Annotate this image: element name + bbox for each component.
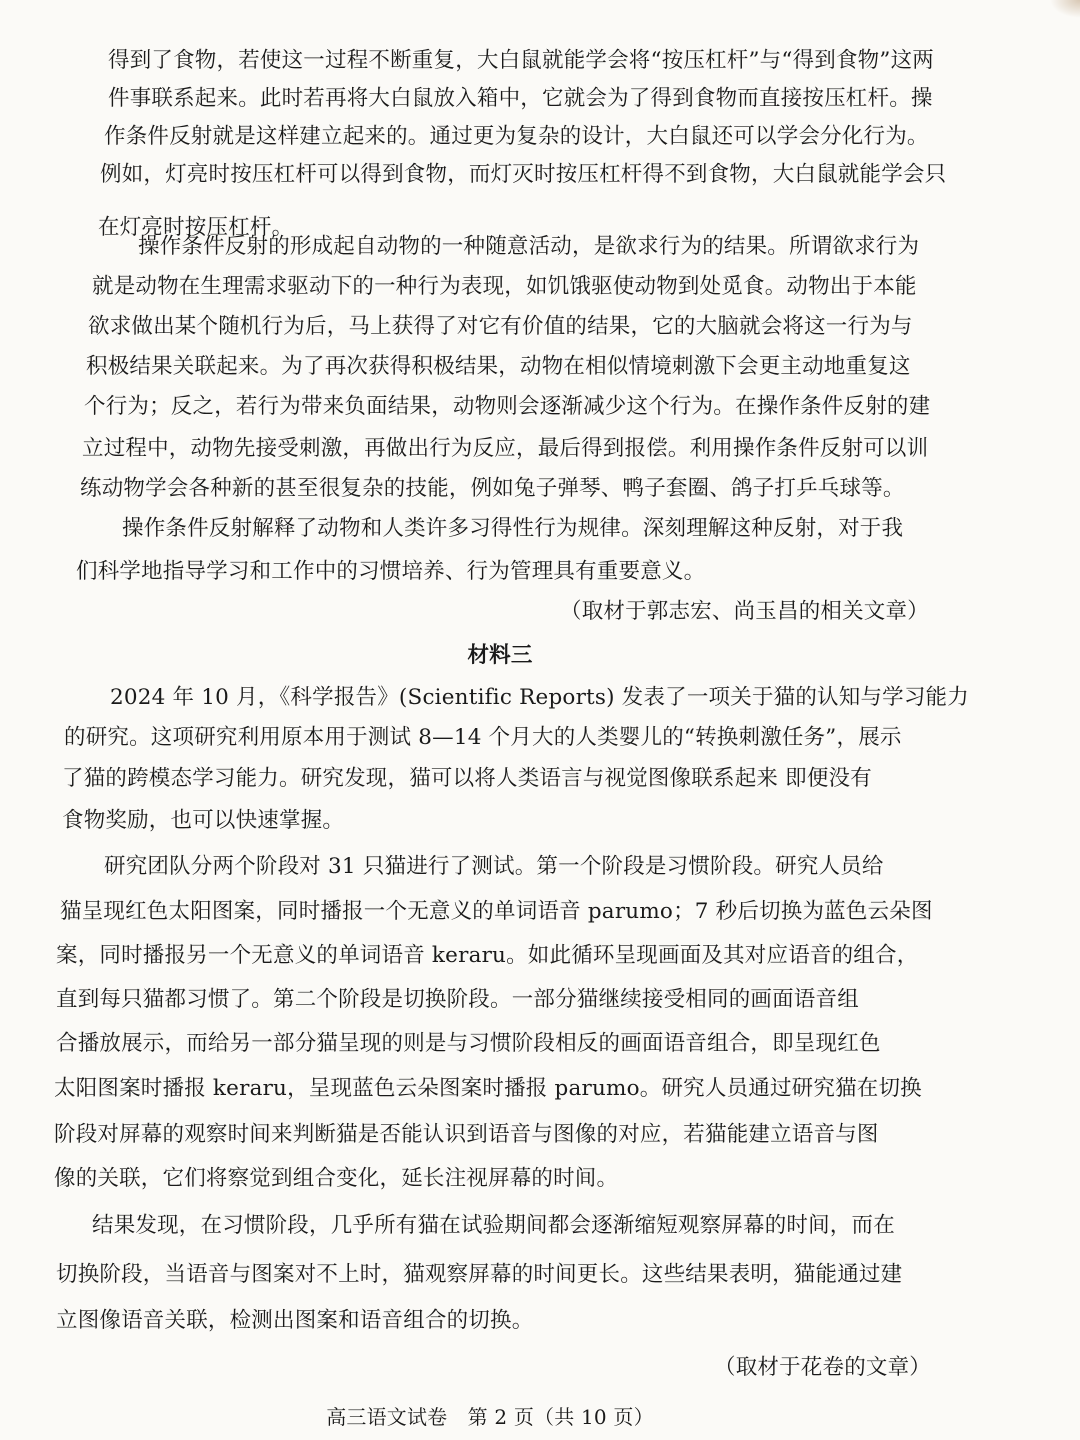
text-line: 件事联系起来。此时若再将大白鼠放入箱中，它就会为了得到食物而直接按压杠杆。操 — [108, 86, 933, 111]
text-line: 们科学地指导学习和工作中的习惯培养、行为管理具有重要意义。 — [76, 559, 706, 584]
text-line: 操作条件反射的形成起自动物的一种随意活动，是欲求行为的结果。所谓欲求行为 — [138, 234, 920, 259]
text-line: 猫呈现红色太阳图案，同时播报一个无意义的单词语音 parumo；7 秒后切换为蓝色云朵图 — [60, 899, 933, 924]
text-line: 个行为；反之，若行为带来负面结果，动物则会逐渐减少这个行为。在操作条件反射的建 — [84, 394, 931, 419]
text-line: 2024 年 10 月，《科学报告》(Scientific Reports) 发表了一项关于猫的认知与学习能力 — [110, 685, 969, 710]
text-line: 就是动物在生理需求驱动下的一种行为表现，如饥饿驱使动物到处觅食。动物出于本能 — [92, 274, 917, 299]
text-line: 合播放展示，而给另一部分猫呈现的则是与习惯阶段相反的画面语音组合，即呈现红色 — [56, 1031, 881, 1056]
text-line: 积极结果关联起来。为了再次获得积极结果，动物在相似情境刺激下会更主动地重复这 — [86, 354, 911, 379]
text-line: 欲求做出某个随机行为后，马上获得了对它有价值的结果，它的大脑就会将这一行为与 — [88, 314, 913, 339]
text-line: 食物奖励，也可以快速掌握。 — [62, 808, 345, 833]
text-line: 研究团队分两个阶段对 31 只猫进行了测试。第一个阶段是习惯阶段。研究人员给 — [104, 854, 884, 879]
text-line: 结果发现，在习惯阶段，几乎所有猫在试验期间都会逐渐缩短观察屏幕的时间，而在 — [92, 1213, 895, 1238]
page-footer: 高三语文试卷 第 2 页（共 10 页） — [326, 1405, 654, 1429]
material3-source: （取材于花卷的文章） — [714, 1355, 932, 1380]
text-line: 立图像语音关联，检测出图案和语音组合的切换。 — [56, 1308, 534, 1333]
text-line: 案，同时播报另一个无意义的单词语音 keraru。如此循环呈现画面及其对应语音的组合， — [56, 943, 919, 968]
text-line: 太阳图案时播报 keraru，呈现蓝色云朵图案时播报 parumo。研究人员通过研究猫在切换 — [54, 1076, 922, 1101]
text-line: 操作条件反射解释了动物和人类许多习得性行为规律。深刻理解这种反射，对于我 — [122, 516, 904, 541]
text-line: 阶段对屏幕的观察时间来判断猫是否能认识到语音与图像的对应，若猫能建立语音与图 — [54, 1122, 879, 1147]
text-line: 了猫的跨模态学习能力。研究发现，猫可以将人类语言与视觉图像联系起来 即便没有 — [62, 766, 872, 791]
text-line: 练动物学会各种新的甚至很复杂的技能，例如兔子弹琴、鸭子套圈、鸽子打乒乓球等。 — [80, 476, 905, 501]
text-line: 立过程中，动物先接受刺激，再做出行为反应，最后得到报偿。利用操作条件反射可以训 — [82, 436, 929, 461]
text-line: 像的关联，它们将察觉到组合变化，延长注视屏幕的时间。 — [54, 1166, 619, 1191]
text-line: 得到了食物，若使这一过程不断重复，大白鼠就能学会将“按压杠杆”与“得到食物”这两 — [108, 48, 934, 73]
text-line: 在灯亮时按压杠杆。 — [98, 215, 294, 240]
section-title: 材料三 — [467, 643, 533, 668]
text-line: 直到每只猫都习惯了。第二个阶段是切换阶段。一部分猫继续接受相同的画面语音组 — [56, 987, 859, 1012]
text-line: 的研究。这项研究利用原本用于测试 8—14 个月大的人类婴儿的“转换刺激任务”，展示 — [64, 725, 902, 750]
text-line: 例如，灯亮时按压杠杆可以得到食物，而灯灭时按压杠杆得不到食物，大白鼠就能学会只 — [100, 162, 947, 187]
text-line: 切换阶段，当语音与图案对不上时，猫观察屏幕的时间更长。这些结果表明，猫能通过建 — [56, 1262, 903, 1287]
page-corner-shadow — [1050, 0, 1080, 18]
material2-source: （取材于郭志宏、尚玉昌的相关文章） — [560, 599, 929, 624]
text-line: 作条件反射就是这样建立起来的。通过更为复杂的设计，大白鼠还可以学会分化行为。 — [104, 124, 929, 149]
